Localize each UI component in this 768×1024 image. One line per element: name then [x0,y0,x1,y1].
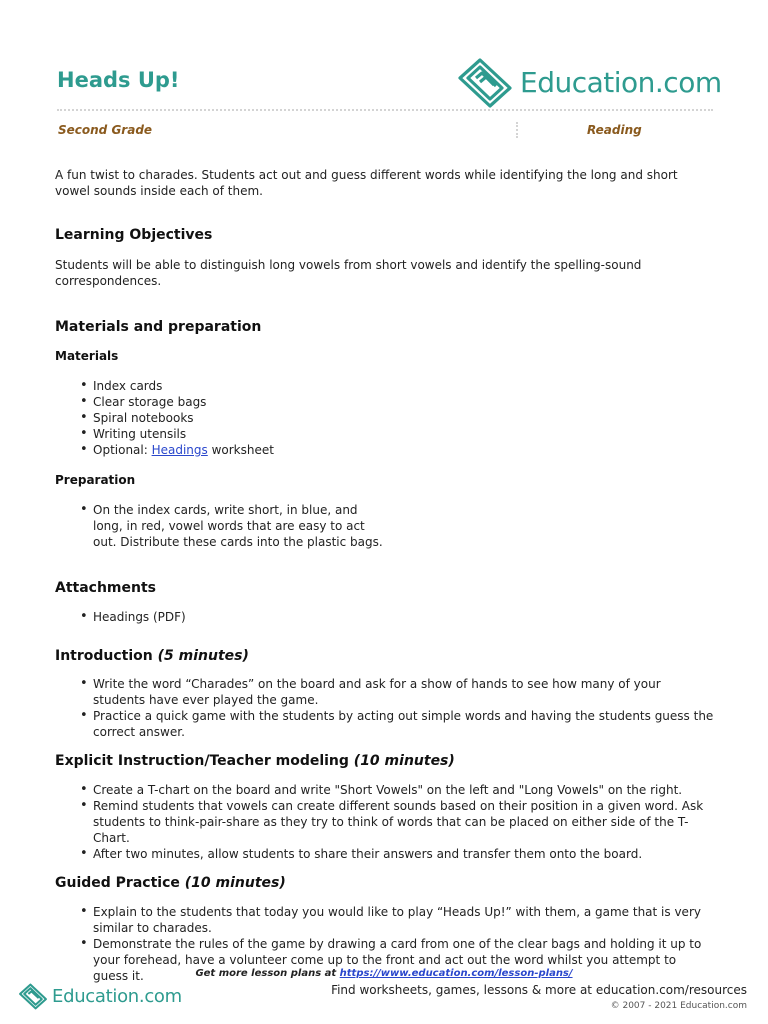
preparation-subheading: Preparation [55,473,136,487]
materials-subheading: Materials [55,349,119,363]
headings-worksheet-link[interactable]: Headings [151,443,208,457]
footer-logo-wordmark: Education.com [52,985,182,1007]
education-logo[interactable] [456,56,722,108]
list-item: • Writing utensils [55,426,715,442]
footer-tagline: Find worksheets, games, lessons & more at education.com/resources [331,983,747,997]
introduction-title: Introduction [55,648,153,664]
header-divider [57,109,713,111]
list-item: • After two minutes, allow students to share their answers and transfer them onto the board. [55,846,715,862]
list-item [55,442,715,458]
page-title: Heads Up! [57,68,180,92]
list-item: • Practice a quick game with the students by acting out simple words and having the students guess the correct answer. [55,708,715,740]
optional-prefix: Optional: [93,443,152,457]
subject-label: Reading [587,123,642,137]
list-item: • Write the word “Charades” on the board and ask for a show of hands to see how many of your students have ever played the game. [55,676,715,708]
guided-practice-time: (10 minutes) [184,875,286,891]
introduction-time: (5 minutes) [157,648,249,664]
lesson-plans-link[interactable]: https://www.education.com/lesson-plans/ [339,968,573,979]
guided-practice-title: Guided Practice [55,875,180,891]
materials-prep-heading: Materials and preparation [55,319,262,335]
logo-wordmark: Education.com [520,65,722,99]
education-logo-icon [18,982,48,1010]
explicit-instruction-heading [55,752,715,770]
learning-objectives-heading: Learning Objectives [55,227,213,243]
list-item: • Clear storage bags [55,394,715,410]
footer-copyright: © 2007 - 2021 Education.com [610,1001,747,1011]
attachments-heading: Attachments [55,580,157,596]
learning-objectives-text: Students will be able to distinguish long vowels from short vowels and identify the spelling-sound correspondences. [55,258,642,288]
grade-label: Second Grade [58,123,153,137]
explicit-instruction-time: (10 minutes) [353,753,455,769]
lesson-content [55,167,715,984]
footer-more-lessons [0,968,768,979]
materials-list [55,378,715,458]
attachment-item[interactable]: • Headings (PDF) [55,609,715,625]
guided-practice-heading [55,874,715,892]
introduction-list [55,676,715,740]
list-item: • Spiral notebooks [55,410,715,426]
education-logo-icon [456,56,514,108]
meta-divider [516,122,518,138]
explicit-instruction-title: Explicit Instruction/Teacher modeling [55,753,349,769]
footer-logo[interactable] [18,982,182,1010]
introduction-heading [55,647,715,665]
list-item: • Index cards [55,378,715,394]
explicit-instruction-list [55,782,715,862]
list-item: • Create a T-chart on the board and write "Short Vowels" on the left and "Long Vowels" on the right. [55,782,715,798]
intro-text: A fun twist to charades. Students act out and guess different words while identifying the long and short vowel sounds inside each of them. [55,168,678,198]
attachments-list [55,609,715,625]
optional-suffix: worksheet [207,443,274,457]
footer-more-prefix: Get more lesson plans at [195,968,340,979]
list-item: • Explain to the students that today you would like to play “Heads Up!” with them, a game that is very similar to charades. [55,904,715,936]
list-item: • On the index cards, write short, in blue, and long, in red, vowel words that are easy to act out. Distribute these cards into the plastic bags. [55,502,385,550]
preparation-list [55,502,385,550]
list-item: • Remind students that vowels can create different sounds based on their position in a given word. Ask students to think-pair-share as they try to think of words that can be placed on either side of the T-Chart. [55,798,715,846]
list-item: • Demonstrate the rules of the game by drawing a card from one of the clear bags and holding it up to your forehead, have a volunteer come up to the front and act out the word whilst you attempt to guess it. [55,936,715,984]
